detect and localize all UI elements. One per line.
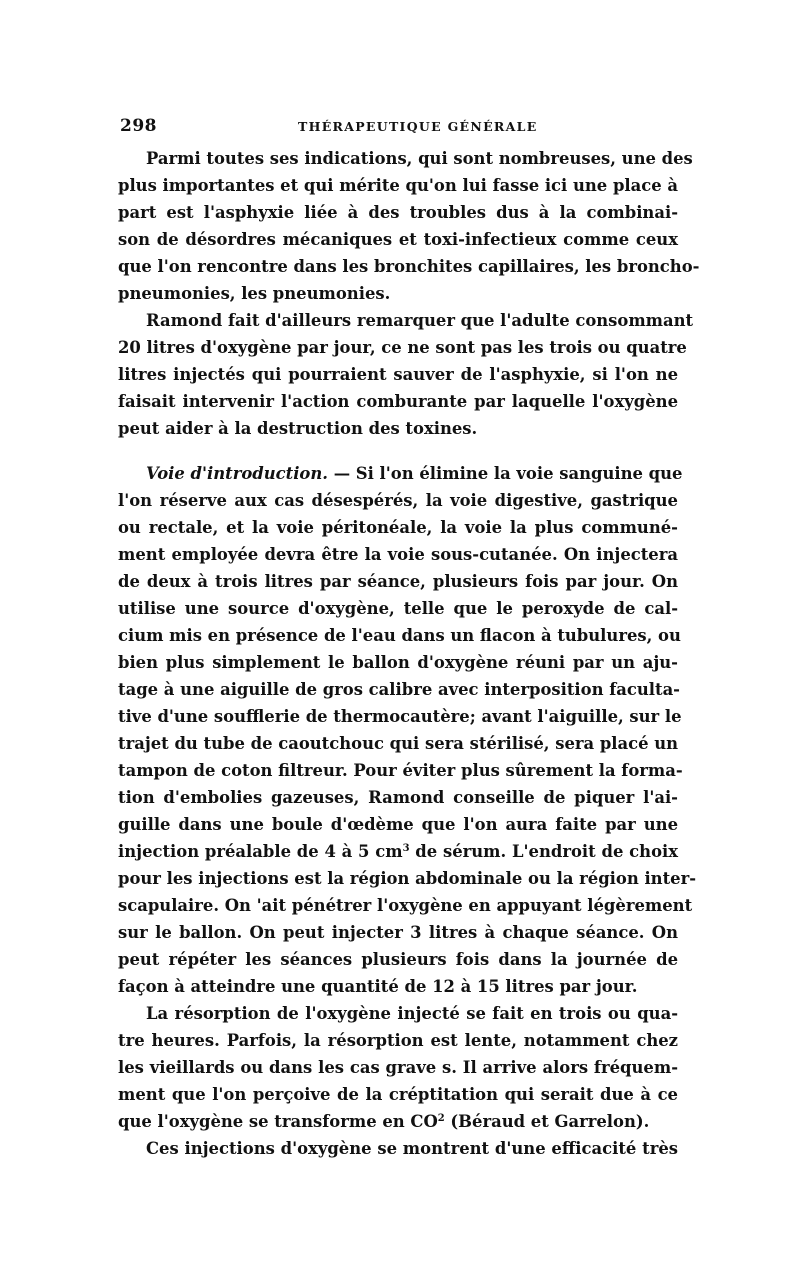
text-line: ment que l'on perçoive de la créptitation qui serait due à ce bbox=[118, 1085, 678, 1104]
text-fragment: — Si l'on élimine la voie sanguine que bbox=[327, 464, 683, 483]
text-line: pour les injections est la région abdominale ou la région inter- bbox=[118, 869, 697, 888]
text-line: Ramond fait d'ailleurs remarquer que l'adulte consommant bbox=[146, 311, 694, 330]
section-gap bbox=[118, 442, 678, 460]
text-line: tampon de coton filtreur. Pour éviter plus sûrement la forma- bbox=[118, 761, 683, 780]
text-line bbox=[118, 838, 678, 865]
text-line: tive d'une soufflerie de thermocautère; avant l'aiguille, sur le bbox=[118, 707, 682, 726]
text-line: l'on réserve aux cas désespérés, la voie digestive, gastrique bbox=[118, 491, 678, 510]
text-line: tion d'embolies gazeuses, Ramond conseille de piquer l'ai- bbox=[118, 788, 678, 807]
text-line: cium mis en présence de l'eau dans un flacon à tubulures, ou bbox=[118, 626, 681, 645]
paragraph-3 bbox=[118, 460, 697, 1000]
paragraph-1 bbox=[118, 145, 700, 307]
text-line: Parmi toutes ses indications, qui sont nombreuses, une des bbox=[146, 149, 693, 168]
text-line: La résorption de l'oxygène injecté se fait en trois ou qua- bbox=[146, 1004, 678, 1023]
text-line: les vieillards ou dans les cas grave s. Il arrive alors fréquem- bbox=[118, 1058, 678, 1077]
text-line: Ces injections d'oxygène se montrent d'une efficacité très bbox=[146, 1139, 678, 1158]
text-line: peut aider à la destruction des toxines. bbox=[118, 419, 478, 438]
body-text bbox=[118, 145, 700, 1162]
paragraph-2 bbox=[118, 307, 694, 442]
text-line bbox=[118, 1108, 678, 1135]
text-line: peut répéter les séances plusieurs fois dans la journée de bbox=[118, 950, 678, 969]
text-line: pneumonies, les pneumonies. bbox=[118, 284, 391, 303]
page-number: 298 bbox=[120, 116, 157, 136]
text-line: façon à atteindre une quantité de 12 à 15 litres par jour. bbox=[118, 977, 638, 996]
text-line: utilise une source d'oxygène, telle que le peroxyde de cal- bbox=[118, 599, 678, 618]
text-fragment: que l'oxygène se transforme en CO bbox=[118, 1112, 438, 1131]
text-line: son de désordres mécaniques et toxi-infectieux comme ceux bbox=[118, 230, 678, 249]
section-heading: Voie d'introduction. bbox=[146, 464, 328, 483]
text-line: trajet du tube de caoutchouc qui sera stérilisé, sera placé un bbox=[118, 734, 679, 753]
text-fragment: injection préalable de 4 à 5 cm bbox=[118, 842, 403, 861]
text-line: faisait intervenir l'action comburante par laquelle l'oxygène bbox=[118, 392, 678, 411]
text-line: part est l'asphyxie liée à des troubles dus à la combinai- bbox=[118, 203, 678, 222]
text-line: de deux à trois litres par séance, plusieurs fois par jour. On bbox=[118, 572, 678, 591]
running-head: THÉRAPEUTIQUE GÉNÉRALE bbox=[298, 119, 538, 134]
text-line bbox=[118, 460, 683, 487]
superscript: 2 bbox=[437, 1113, 445, 1124]
text-line: sur le ballon. On peut injecter 3 litres à chaque séance. On bbox=[118, 923, 678, 942]
text-fragment: (Béraud et Garrelon). bbox=[444, 1112, 650, 1131]
page-header bbox=[118, 116, 678, 140]
paragraph-4 bbox=[118, 1000, 678, 1162]
text-line: scapulaire. On 'ait pénétrer l'oxygène en appuyant légèrement bbox=[118, 896, 693, 915]
text-fragment: de sérum. L'endroit de choix bbox=[409, 842, 679, 861]
text-line: guille dans une boule d'œdème que l'on aura faite par une bbox=[118, 815, 678, 834]
text-line: que l'on rencontre dans les bronchites capillaires, les broncho- bbox=[118, 257, 700, 276]
text-line: tage à une aiguille de gros calibre avec interposition faculta- bbox=[118, 680, 680, 699]
text-line: plus importantes et qui mérite qu'on lui fasse ici une place à bbox=[118, 176, 678, 195]
superscript: 3 bbox=[402, 843, 410, 854]
text-line: 20 litres d'oxygène par jour, ce ne sont pas les trois ou quatre bbox=[118, 338, 687, 357]
text-line: tre heures. Parfois, la résorption est lente, notamment chez bbox=[118, 1031, 678, 1050]
text-line: litres injectés qui pourraient sauver de l'asphyxie, si l'on ne bbox=[118, 365, 678, 384]
text-line: ment employée devra être la voie sous-cutanée. On injectera bbox=[118, 545, 678, 564]
text-line: bien plus simplement le ballon d'oxygène réuni par un aju- bbox=[118, 653, 678, 672]
text-line: ou rectale, et la voie péritonéale, la voie la plus communé- bbox=[118, 518, 678, 537]
